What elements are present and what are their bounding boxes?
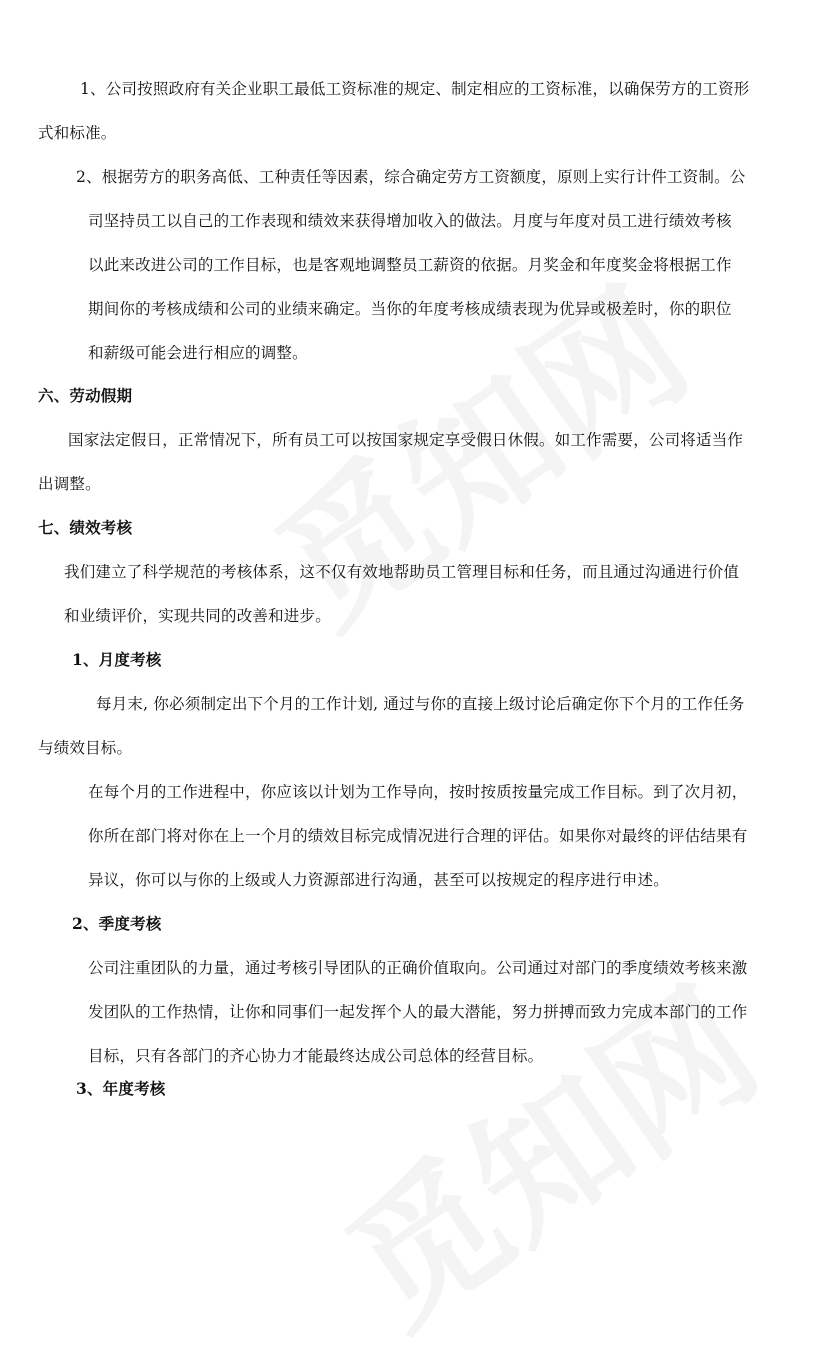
section-heading: 七、绩效考核 (38, 518, 133, 537)
paragraph-line: 在每个月的工作进程中，你应该以计划为工作导向，按时按质按量完成工作目标。到了次月初， (88, 783, 748, 801)
paragraph-line: 发团队的工作热情，让你和同事们一起发挥个人的最大潜能，努力拼搏而致力完成本部门的工作 (88, 1003, 748, 1021)
paragraph-line: 国家法定假日，正常情况下，所有员工可以按国家规定享受假日休假。如工作需要，公司将适当作 (68, 431, 744, 449)
paragraph-line: 每月末, 你必须制定出下个月的工作计划, 通过与你的直接上级讨论后确定你下个月的工作任务 (96, 695, 745, 713)
subsection-heading: 3、年度考核 (76, 1079, 166, 1098)
watermark-bottom (299, 930, 792, 1365)
subsection-heading: 1、月度考核 (72, 650, 162, 669)
paragraph-line: 式和标准。 (38, 124, 117, 142)
paragraph-line: 期间你的考核成绩和公司的业绩来确定。当你的年度考核成绩表现为优异或极差时，你的职位 (88, 300, 732, 318)
paragraph-line: 司坚持员工以自己的工作表现和绩效来获得增加收入的做法。月度与年度对员工进行绩效考核 (88, 212, 732, 230)
subsection-heading: 2、季度考核 (72, 914, 162, 933)
paragraph-line: 目标，只有各部门的齐心协力才能最终达成公司总体的经营目标。 (88, 1047, 544, 1065)
section-heading: 六、劳动假期 (38, 386, 133, 405)
paragraph-line: 1、公司按照政府有关企业职工最低工资标准的规定、制定相应的工资标准，以确保劳方的工资形 (80, 80, 750, 98)
paragraph-line: 出调整。 (38, 475, 101, 493)
paragraph-line: 异议，你可以与你的上级或人力资源部进行沟通，甚至可以按规定的程序进行申述。 (88, 871, 669, 889)
paragraph-line: 你所在部门将对你在上一个月的绩效目标完成情况进行合理的评估。如果你对最终的评估结果有 (88, 827, 748, 845)
paragraph-line: 和业绩评价，实现共同的改善和进步。 (64, 607, 331, 625)
paragraph-line: 2、根据劳方的职务高低、工种责任等因素，综合确定劳方工资额度，原则上实行计件工资制。公 (76, 168, 746, 186)
paragraph-line: 公司注重团队的力量，通过考核引导团队的正确价值取向。公司通过对部门的季度绩效考核来激 (88, 959, 748, 977)
paragraph-line: 与绩效目标。 (38, 739, 133, 757)
paragraph-line: 和薪级可能会进行相应的调整。 (88, 344, 308, 362)
paragraph-line: 我们建立了科学规范的考核体系，这不仅有效地帮助员工管理目标和任务，而且通过沟通进行价值 (64, 563, 740, 581)
paragraph-line: 以此来改进公司的工作目标，也是客观地调整员工薪资的依据。月奖金和年度奖金将根据工作 (88, 256, 732, 274)
